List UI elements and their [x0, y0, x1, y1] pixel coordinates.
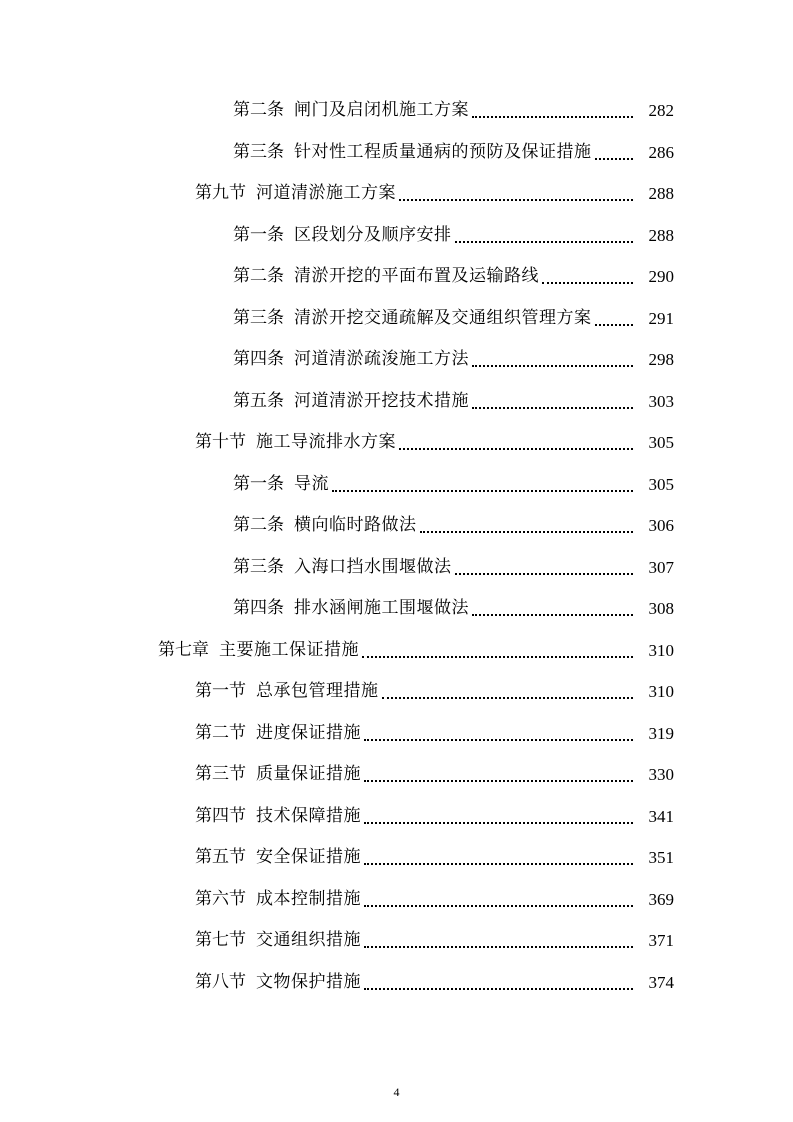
toc-entry-number: 第一条	[233, 224, 284, 245]
toc-entry-number: 第十节	[195, 432, 246, 453]
toc-entry-number: 第五条	[233, 390, 284, 411]
toc-entry-title: 闸门及启闭机施工方案	[294, 100, 469, 121]
toc-leader-dots	[364, 779, 633, 782]
toc-entry-page: 351	[648, 848, 674, 868]
toc-entry[interactable]	[0, 754, 793, 796]
toc-entry-page: 288	[648, 184, 674, 204]
toc-entry-page: 374	[648, 972, 674, 992]
toc-entry-number: 第七节	[195, 930, 246, 951]
toc-entry-number: 第一条	[233, 473, 284, 494]
toc-entry-title: 进度保证措施	[256, 722, 361, 743]
toc-leader-dots	[362, 655, 633, 658]
toc-entry-title: 成本控制措施	[256, 888, 361, 909]
toc-leader-dots	[364, 821, 633, 824]
toc-entry-page: 305	[648, 433, 674, 453]
toc-entry-page: 307	[648, 557, 674, 577]
toc-entry-page: 306	[648, 516, 674, 536]
toc-entry-page: 319	[648, 723, 674, 743]
table-of-contents	[0, 90, 793, 1003]
toc-entry-number: 第四条	[233, 349, 284, 370]
toc-leader-dots	[472, 364, 633, 367]
toc-leader-dots	[595, 323, 634, 326]
toc-entry[interactable]	[0, 713, 793, 755]
toc-entry-page: 290	[648, 267, 674, 287]
toc-entry[interactable]	[0, 215, 793, 257]
toc-entry[interactable]	[0, 173, 793, 215]
toc-entry-page: 369	[648, 889, 674, 909]
toc-entry-number: 第九节	[195, 183, 246, 204]
toc-entry[interactable]	[0, 256, 793, 298]
toc-entry-page: 330	[648, 765, 674, 785]
toc-leader-dots	[332, 489, 633, 492]
toc-entry[interactable]	[0, 505, 793, 547]
toc-leader-dots	[399, 198, 633, 201]
toc-entry[interactable]	[0, 547, 793, 589]
toc-entry-page: 308	[648, 599, 674, 619]
toc-entry-title: 施工导流排水方案	[256, 432, 396, 453]
toc-leader-dots	[595, 157, 634, 160]
toc-entry-title: 质量保证措施	[256, 764, 361, 785]
toc-entry-title: 针对性工程质量通病的预防及保证措施	[294, 141, 592, 162]
toc-leader-dots	[420, 530, 634, 533]
toc-leader-dots	[364, 987, 633, 990]
toc-entry-title: 主要施工保证措施	[219, 639, 359, 660]
toc-entry[interactable]	[0, 796, 793, 838]
toc-leader-dots	[364, 904, 633, 907]
toc-leader-dots	[472, 406, 633, 409]
toc-entry[interactable]	[0, 422, 793, 464]
toc-entry-page: 288	[648, 225, 674, 245]
toc-entry-title: 交通组织措施	[256, 930, 361, 951]
toc-entry-number: 第二条	[233, 515, 284, 536]
toc-entry[interactable]	[0, 339, 793, 381]
toc-leader-dots	[472, 613, 633, 616]
toc-entry-number: 第四条	[233, 598, 284, 619]
toc-entry-number: 第一节	[195, 681, 246, 702]
toc-entry[interactable]	[0, 962, 793, 1004]
toc-entry-page: 310	[648, 682, 674, 702]
toc-entry-page: 298	[648, 350, 674, 370]
toc-leader-dots	[455, 572, 634, 575]
toc-entry-number: 第二条	[233, 100, 284, 121]
toc-entry-number: 第二节	[195, 722, 246, 743]
toc-entry-page: 303	[648, 391, 674, 411]
toc-entry-title: 安全保证措施	[256, 847, 361, 868]
toc-entry-page: 286	[648, 142, 674, 162]
toc-entry-title: 河道清淤开挖技术措施	[294, 390, 469, 411]
toc-entry-number: 第三条	[233, 307, 284, 328]
toc-leader-dots	[364, 945, 633, 948]
toc-entry[interactable]	[0, 588, 793, 630]
toc-entry-number: 第五节	[195, 847, 246, 868]
toc-leader-dots	[382, 696, 634, 699]
toc-entry-page: 305	[648, 474, 674, 494]
toc-entry[interactable]	[0, 90, 793, 132]
toc-entry-title: 排水涵闸施工围堰做法	[294, 598, 469, 619]
toc-leader-dots	[364, 862, 633, 865]
toc-entry[interactable]	[0, 630, 793, 672]
toc-entry-title: 导流	[294, 473, 329, 494]
toc-entry-title: 文物保护措施	[256, 971, 361, 992]
toc-entry[interactable]	[0, 464, 793, 506]
toc-entry[interactable]	[0, 837, 793, 879]
toc-entry-page: 341	[648, 806, 674, 826]
toc-entry-number: 第三节	[195, 764, 246, 785]
toc-entry-number: 第六节	[195, 888, 246, 909]
toc-entry-title: 清淤开挖的平面布置及运输路线	[294, 266, 539, 287]
toc-entry[interactable]	[0, 879, 793, 921]
toc-leader-dots	[455, 240, 634, 243]
toc-entry-page: 371	[648, 931, 674, 951]
page-number: 4	[393, 1085, 400, 1099]
toc-entry-number: 第二条	[233, 266, 284, 287]
toc-entry-title: 技术保障措施	[256, 805, 361, 826]
toc-entry-title: 区段划分及顺序安排	[294, 224, 452, 245]
toc-entry[interactable]	[0, 671, 793, 713]
toc-entry-number: 第三条	[233, 556, 284, 577]
toc-entry-title: 入海口挡水围堰做法	[294, 556, 452, 577]
toc-leader-dots	[472, 115, 633, 118]
toc-entry-number: 第八节	[195, 971, 246, 992]
toc-entry-title: 横向临时路做法	[294, 515, 417, 536]
toc-entry-number: 第四节	[195, 805, 246, 826]
toc-leader-dots	[542, 281, 633, 284]
toc-entry[interactable]	[0, 132, 793, 174]
toc-entry-page: 291	[648, 308, 674, 328]
toc-entry-page: 310	[648, 640, 674, 660]
toc-leader-dots	[399, 447, 633, 450]
toc-entry-title: 河道清淤施工方案	[256, 183, 396, 204]
toc-entry-page: 282	[648, 101, 674, 121]
toc-entry[interactable]	[0, 298, 793, 340]
toc-entry-number: 第三条	[233, 141, 284, 162]
toc-entry-number: 第七章	[158, 639, 209, 660]
toc-entry-title: 河道清淤疏浚施工方法	[294, 349, 469, 370]
toc-leader-dots	[364, 738, 633, 741]
toc-entry[interactable]	[0, 920, 793, 962]
toc-entry-title: 总承包管理措施	[256, 681, 379, 702]
toc-entry[interactable]	[0, 381, 793, 423]
toc-entry-title: 清淤开挖交通疏解及交通组织管理方案	[294, 307, 592, 328]
